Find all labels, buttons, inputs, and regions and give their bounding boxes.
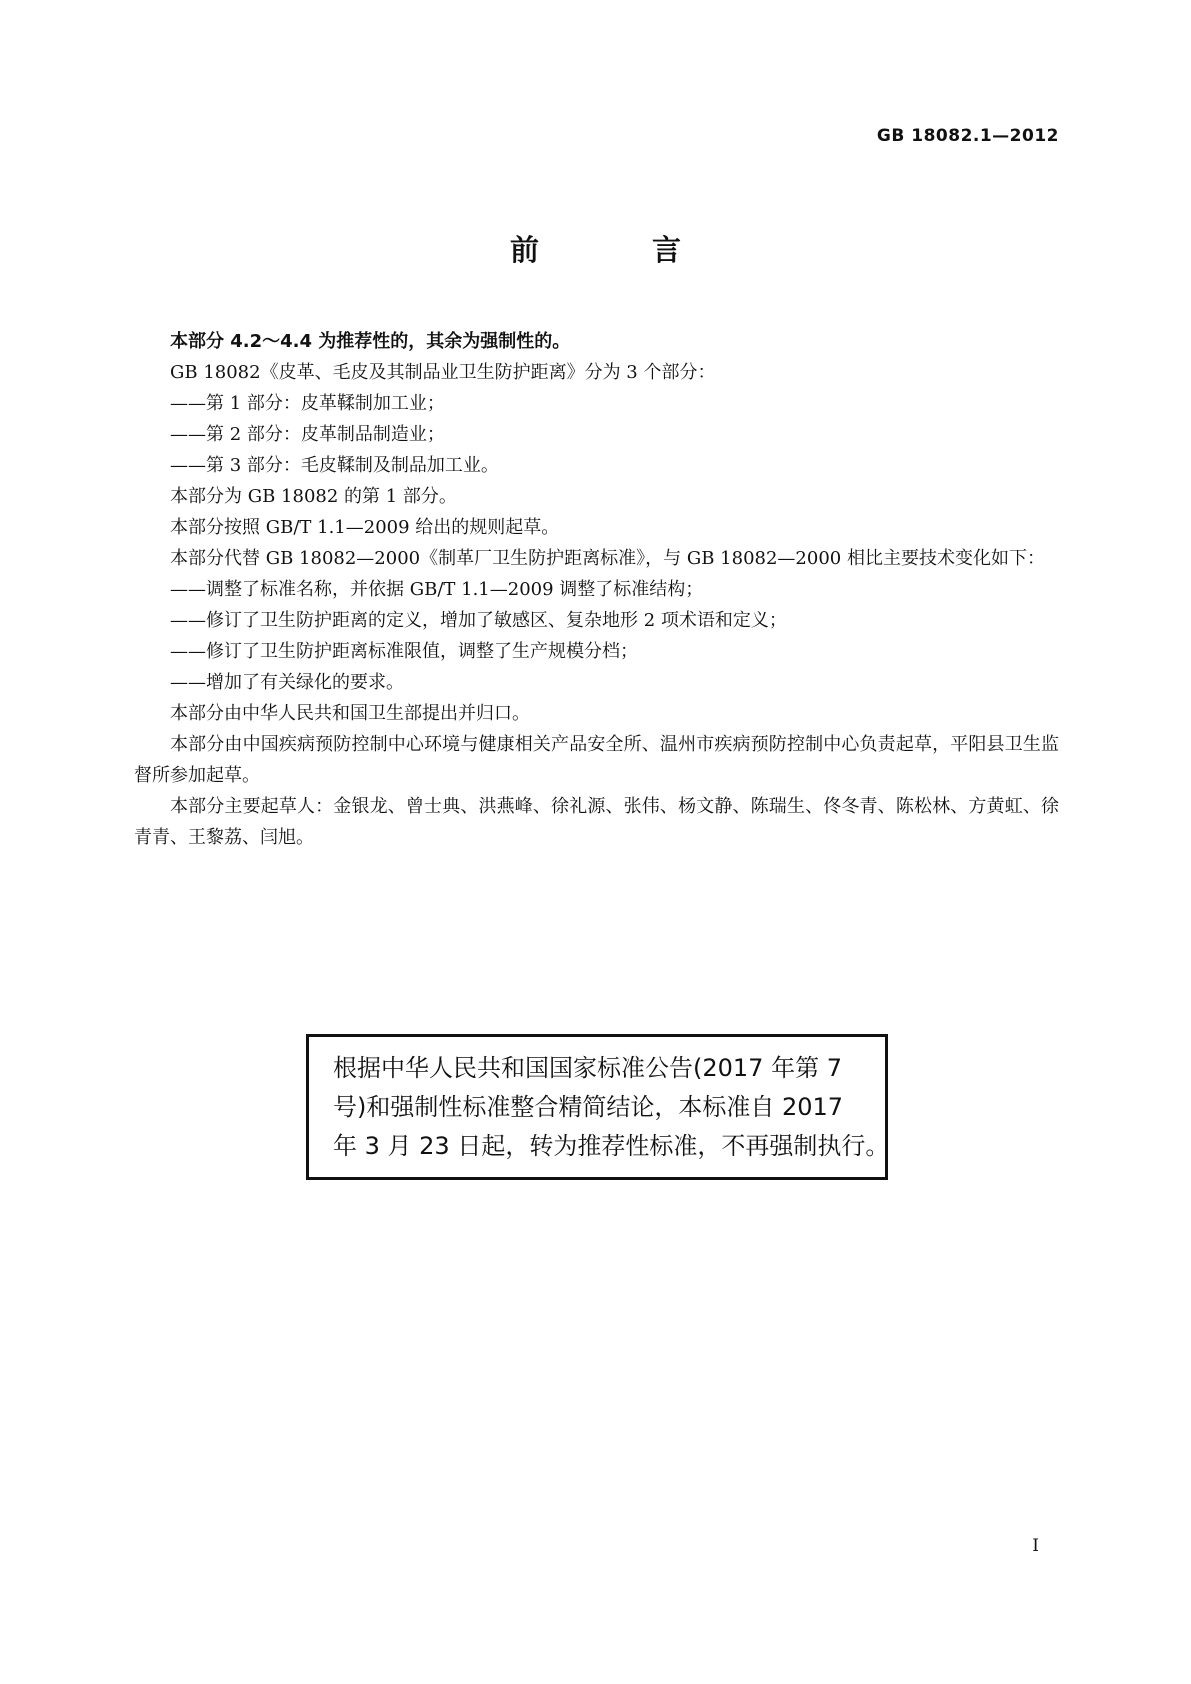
page-title: 前 言 [509,233,723,267]
paragraph-replacement: 本部分代替 GB 18082—2000《制革厂卫生防护距离标准》，与 GB 18082—2000 相比主要技术变化如下： [170,548,1045,569]
notice-line: 号)和强制性标准整合精简结论，本标准自 2017 [333,1093,844,1121]
paragraph-proposer: 本部分由中华人民共和国卫生部提出并归口。 [170,703,530,724]
paragraph-part-number: 本部分为 GB 18082 的第 1 部分。 [170,486,457,507]
foreword-body [134,326,1059,853]
page-number: I [1032,1536,1039,1556]
notice-line: 年 3 月 23 日起，转为推荐性标准，不再强制执行。 [333,1132,890,1160]
list-item-part-1: ——第 1 部分：皮革鞣制加工业； [170,393,445,414]
list-item-change-1: ——调整了标准名称，并依据 GB/T 1.1—2009 调整了标准结构； [170,579,704,600]
paragraph-parts-intro: GB 18082《皮革、毛皮及其制品业卫生防护距离》分为 3 个部分： [170,362,716,383]
paragraph-drafting-units: 本部分由中国疾病预防控制中心环境与健康相关产品安全所、温州市疾病预防控制中心负责起草，平阳县卫生监督所参加起草。 [134,734,1059,786]
list-item-change-3: ——修订了卫生防护距离标准限值，调整了生产规模分档； [170,641,638,662]
standard-code: GB 18082.1—2012 [876,126,1059,146]
notice-box [306,1034,888,1180]
paragraph-drafting-rules: 本部分按照 GB/T 1.1—2009 给出的规则起草。 [170,517,560,538]
list-item-part-3: ——第 3 部分：毛皮鞣制及制品加工业。 [170,455,499,476]
list-item-change-2: ——修订了卫生防护距离的定义，增加了敏感区、复杂地形 2 项术语和定义； [170,610,787,631]
list-item-part-2: ——第 2 部分：皮革制品制造业； [170,424,445,445]
paragraph-drafters: 本部分主要起草人：金银龙、曾士典、洪燕峰、徐礼源、张伟、杨文静、陈瑞生、佟冬青、陈松林、方黄虹、徐青青、王黎荔、闫旭。 [134,796,1059,848]
list-item-change-4: ——增加了有关绿化的要求。 [170,672,404,693]
paragraph-recommendation-scope: 本部分 4.2～4.4 为推荐性的，其余为强制性的。 [170,331,571,352]
notice-line: 根据中华人民共和国国家标准公告(2017 年第 7 [333,1054,842,1082]
